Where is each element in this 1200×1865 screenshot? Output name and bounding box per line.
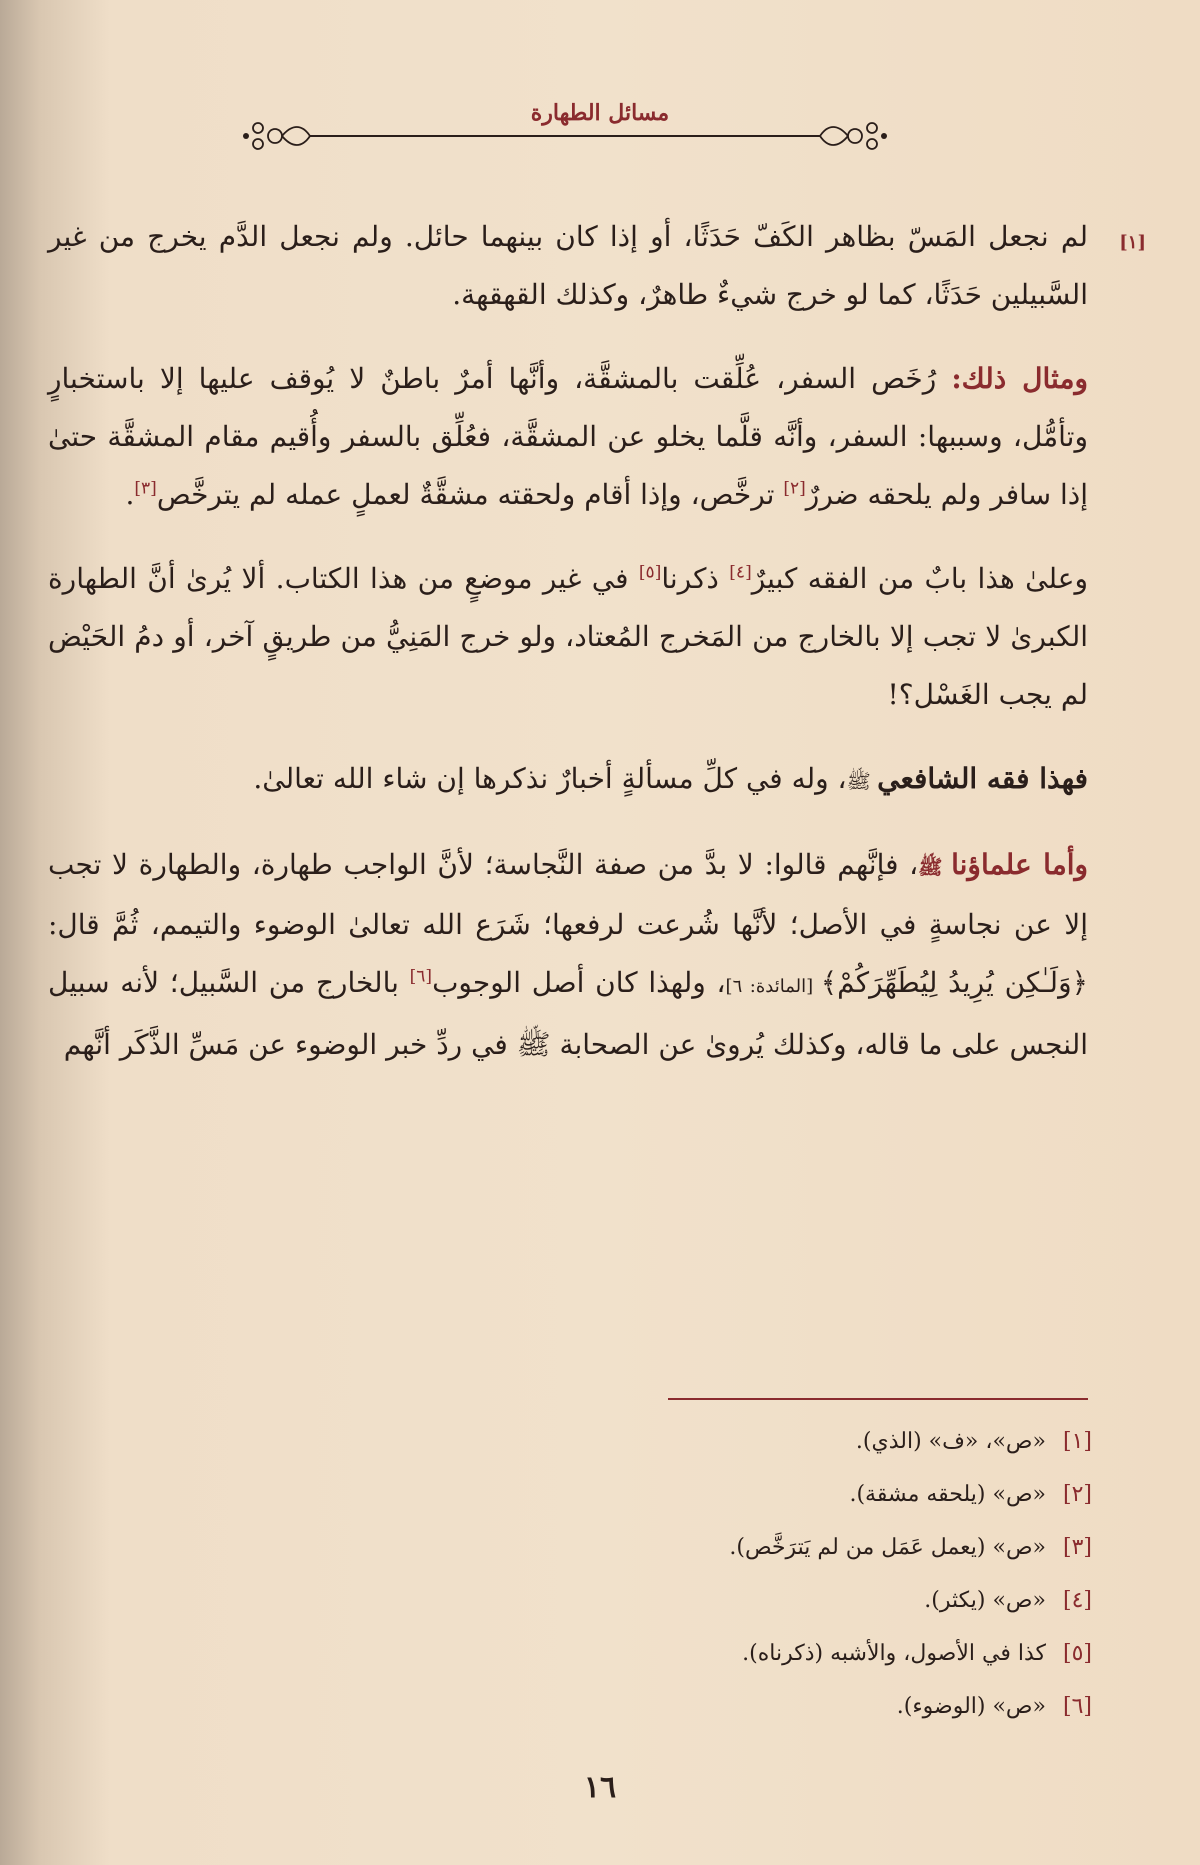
margin-page-marker: [١] xyxy=(1119,232,1146,253)
running-title: مسائل الطهارة xyxy=(530,100,670,126)
paragraph-3-text-a: وعلىٰ هذا بابٌ من الفقه كبيرٌ xyxy=(751,562,1088,595)
footnote-ref-4[interactable]: [٤] xyxy=(729,562,752,583)
paragraph-2-text-a: رُخَص السفر، عُلِّقت بالمشقَّة، وأنَّها أمرٌ باطنٌ لا يُوقف عليها إلا باستخبارٍ وتأمُّل، وسببها: السفر، وأنَّه قلَّما يخلو عن المشقَّة، فعُلِّق بالسفر وأُقيم مقام المشقَّة حتىٰ إذا سافر ولم يلحقه ضررٌ xyxy=(48,362,1088,511)
honorific-glyph: ﷺ xyxy=(918,855,952,879)
paragraph-5-lead: وأما علماؤنا xyxy=(951,848,1088,881)
footnote-item xyxy=(292,1468,1092,1521)
paragraph-2-text-c: . xyxy=(125,478,135,511)
footnote-number: [٥] xyxy=(1062,1641,1092,1666)
footnote-item xyxy=(292,1627,1092,1680)
paragraph-5-text-b: ، ولهذا كان أصل الوجوب xyxy=(432,966,726,999)
footnote-item xyxy=(292,1521,1092,1574)
paragraph-1 xyxy=(48,208,1146,324)
paragraph-5-text-a: ، فإنَّهم قالوا: لا بدَّ من صفة النَّجاسة؛ لأنَّ الواجب طهارة، والطهارة لا تجب إلا عن نجاسةٍ في الأصل؛ لأنَّها شُرعت لرفعها؛ شَرَع الله تعالىٰ الوضوء والتيمم، ثُمَّ قال: xyxy=(48,848,1088,941)
footnote-number: [٤] xyxy=(1062,1588,1092,1613)
footnote-text: «ص» (الوضوء). xyxy=(896,1694,1046,1719)
footnote-item xyxy=(292,1680,1092,1733)
footnotes xyxy=(292,1415,1092,1733)
paragraph-2-text-b: ترخَّص، وإذا أقام ولحقته مشقَّةٌ لعملٍ عمله لم يترخَّص xyxy=(156,478,784,511)
paragraph-5-text-c: بالخارج من السَّبيل؛ لأنه سبيل النجس على ما قاله، وكذلك يُروىٰ عن الصحابة ﷺ في ردِّ خبر الوضوء عن مَسِّ الذَّكَر أنَّهم xyxy=(48,966,1088,1061)
footnote-ref-5[interactable]: [٥] xyxy=(638,562,662,583)
footnote-number: [٢] xyxy=(1062,1482,1092,1507)
paragraph-5 xyxy=(48,836,1088,1074)
paragraph-3-text-b: ذكرنا xyxy=(661,562,730,595)
paragraph-4-lead: فهذا فقه الشافعي xyxy=(877,762,1088,795)
quran-quote: ﴿وَلَـٰكِن يُرِيدُ لِيُطَهِّرَكُمْ﴾ xyxy=(820,966,1089,999)
footnote-item xyxy=(292,1415,1092,1468)
paragraph-3-text-c: في غير موضعٍ من هذا الكتاب. ألا يُرىٰ أنَّ الطهارة الكبرىٰ لا تجب إلا بالخارج من المَخرج المُعتاد، ولو خرج المَنِيُّ من طريقٍ آخر، أو دمُ الحَيْض لم يجب الغَسْل؟! xyxy=(48,562,1088,711)
footnote-number: [٣] xyxy=(1062,1535,1092,1560)
footnote-text: «ص» (يعمل عَمَل من لم يَترَخَّص). xyxy=(729,1535,1046,1560)
main-text xyxy=(48,208,1146,1100)
footnote-number: [١] xyxy=(1062,1429,1092,1454)
footnote-item xyxy=(292,1574,1092,1627)
footnote-text: «ص» (يكثر). xyxy=(924,1588,1046,1613)
footnote-text: «ص»، «ف» (الذي). xyxy=(855,1429,1046,1454)
page-number: ١٦ xyxy=(583,1770,617,1805)
paragraph-2 xyxy=(48,350,1088,524)
footnote-text: «ص» (يلحقه مشقة). xyxy=(849,1482,1046,1507)
paragraph-4 xyxy=(48,750,1088,810)
paragraph-4-text: ، وله في كلِّ مسألةٍ أخبارٌ نذكرها إن شاء الله تعالىٰ. xyxy=(253,762,847,795)
paragraph-3 xyxy=(48,550,1088,724)
footnote-ref-3[interactable]: [٣] xyxy=(134,478,157,499)
footnote-ref-2[interactable]: [٢] xyxy=(783,478,806,499)
footnote-ref-6[interactable]: [٦] xyxy=(409,966,433,987)
scroll-flourish-icon xyxy=(240,118,890,154)
paragraph-2-lead: ومثال ذلك: xyxy=(951,362,1088,395)
footnote-text: كذا في الأصول، والأشبه (ذكرناه). xyxy=(742,1641,1046,1666)
honorific-glyph: ﷺ xyxy=(846,769,878,793)
footnote-divider xyxy=(668,1398,1088,1400)
footnote-number: [٦] xyxy=(1062,1694,1092,1719)
quran-reference: [المائدة: ٦] xyxy=(725,976,821,997)
paragraph-1-text: لم نجعل المَسّ بظاهر الكَفّ حَدَثًا، أو إذا كان بينهما حائل. ولم نجعل الدَّم يخرج من غير السَّبيلين حَدَثًا، كما لو خرج شيءٌ طاهرٌ، وكذلك القهقهة. xyxy=(48,220,1088,311)
